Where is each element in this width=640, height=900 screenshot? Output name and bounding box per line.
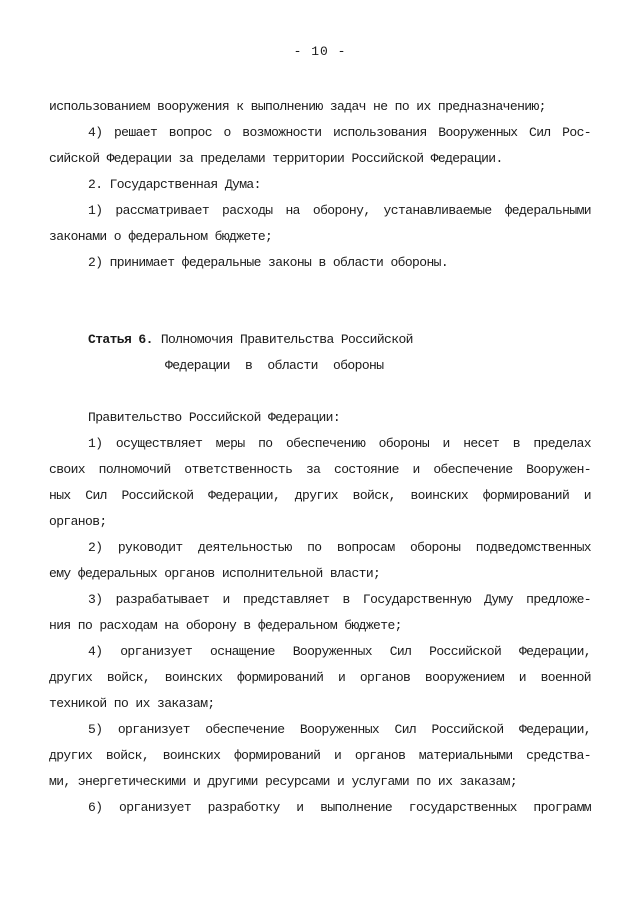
text-line: техникой по их заказам;	[49, 696, 215, 711]
text-line: 2) руководит деятельностью по вопросам обороны подведомственных	[88, 540, 591, 555]
text-line: использованием вооружения к выполнению задач не по их предназначению;	[49, 99, 546, 114]
text-line: 4) решает вопрос о возможности использования Вооруженных Сил Рос-	[88, 125, 591, 140]
text-line: ми, энергетическими и другими ресурсами и услугами по их заказам;	[49, 774, 518, 789]
text-line: других войск, воинских формирований и органов материальными средства-	[49, 748, 591, 763]
article-number: Статья 6.	[88, 332, 153, 347]
text-line: законами о федеральном бюджете;	[49, 229, 273, 244]
text-line: 1) осуществляет меры по обеспечению обороны и несет в пределах	[88, 436, 591, 451]
text-line: других войск, воинских формирований и органов вооружением и военной	[49, 670, 591, 685]
text-line: ния по расходам на оборону в федеральном бюджете;	[49, 618, 402, 633]
page-number: - 10 -	[293, 44, 347, 59]
article-title-line2: Федерации в области обороны	[165, 358, 384, 373]
text-line: 5) организует обеспечение Вооруженных Сил Российской Федерации,	[88, 722, 591, 737]
text-line: ему федеральных органов исполнительной власти;	[49, 566, 381, 581]
text-line: своих полномочий ответственность за состояние и обеспечение Вооружен-	[49, 462, 591, 477]
text-line: сийской Федерации за пределами территории Российской Федерации.	[49, 151, 503, 166]
text-line: ных Сил Российской Федерации, других войск, воинских формирований и	[49, 488, 591, 503]
text-line: 4) организует оснащение Вооруженных Сил Российской Федерации,	[88, 644, 591, 659]
text-line: 2) принимает федеральные законы в области обороны.	[88, 255, 449, 270]
text-line: органов;	[49, 514, 107, 529]
text-line: 6) организует разработку и выполнение государственных программ	[88, 800, 591, 815]
article-title-line1: Полномочия Правительства Российской	[160, 332, 413, 347]
text-line: 3) разрабатывает и представляет в Государственную Думу предложе-	[88, 592, 591, 607]
article-heading	[88, 330, 508, 350]
text-line: 1) рассматривает расходы на оборону, устанавливаемые федеральными	[88, 203, 591, 218]
text-line: 2. Государственная Дума:	[88, 177, 261, 192]
text-line: Правительство Российской Федерации:	[88, 410, 341, 425]
